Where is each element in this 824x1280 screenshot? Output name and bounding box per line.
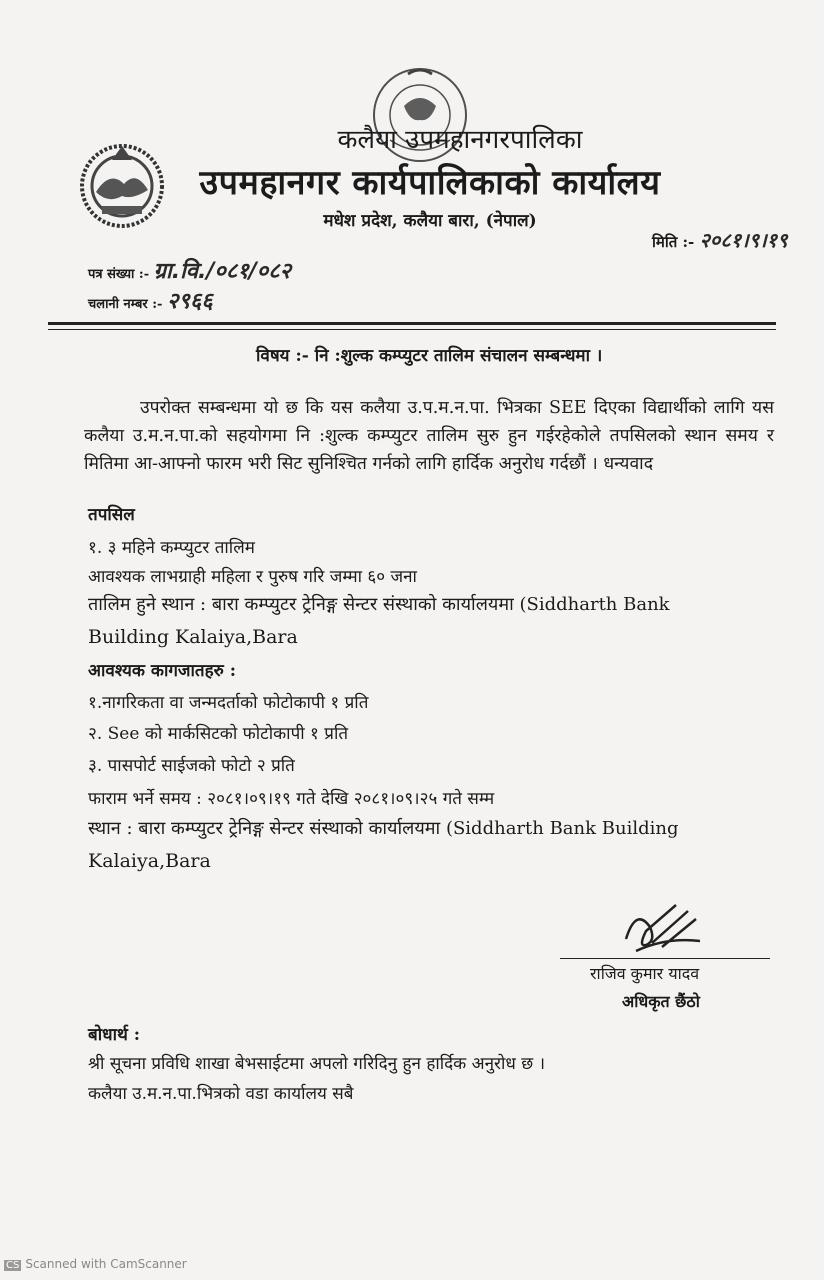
header-rule-thin — [48, 329, 776, 330]
ref-value: ग्रा.वि./०८१/०८२ — [153, 259, 292, 284]
signatory-name: राजिव कुमार यादव — [590, 964, 700, 983]
nepal-emblem-icon — [72, 140, 172, 230]
office-name: उपमहानगर कार्यपालिकाको कार्यालय — [199, 163, 661, 203]
cc-line-2: कलैया उ.म.न.पा.भित्रको वडा कार्यालय सबै — [88, 1084, 354, 1104]
document-line-2: २. See को मार्कसिटको फोटोकापी १ प्रति — [88, 724, 349, 744]
signature-icon — [616, 897, 706, 957]
document-line-1: १.नागरिकता वा जन्मदर्ताको फोटोकापी १ प्रति — [88, 693, 369, 713]
details-heading: तपसिल — [88, 505, 135, 525]
dispatch-label: चलानी नम्बर :- — [88, 297, 163, 312]
documents-heading: आवश्यक कागजातहरु : — [88, 661, 237, 681]
date-value: २०८१।९।१९ — [699, 228, 788, 252]
body-text: उपरोक्त सम्बन्धमा यो छ कि यस कलैया उ.प.म.न.पा. भित्रका SEE दिएका विद्यार्थीको लागि यस कलैया उ.म.न.पा.को सहयोगमा नि :शुल्क कम्प्युटर तालिम सुरु हुन गईरहेकोले तपसिलको स्थान समय र मितिमा आ-आफ्नो फारम भरी सिट सुनिश्चित गर्नको लागि हार्दिक अनुरोध गर्दछौं । धन्यवाद — [84, 398, 774, 474]
cc-heading: बोधार्थ : — [88, 1025, 141, 1045]
office-address: मधेश प्रदेश, कलैया बारा, (नेपाल) — [323, 211, 537, 231]
letter-subject: विषय :- नि :शुल्क कम्प्युटर तालिम संचालन सम्बन्धमा । — [256, 346, 603, 366]
signatory-title: अधिकृत छैंठो — [622, 992, 700, 1011]
ref-label: पत्र संख्या :- — [88, 267, 150, 282]
detail-line-2: आवश्यक लाभग्राही महिला र पुरुष गरि जम्मा ६० जना — [88, 567, 417, 587]
cc-line-1: श्री सूचना प्रविधि शाखा बेभसाईटमा अपलो गरिदिनु हुन हार्दिक अनुरोध छ । — [88, 1054, 546, 1074]
dispatch-number — [88, 285, 213, 315]
detail-line-3: तालिम हुने स्थान : बारा कम्प्युटर ट्रेनिङ्ग सेन्टर संस्थाको कार्यालयमा (Siddharth Bank — [88, 594, 670, 615]
dispatch-value: २९६६ — [166, 289, 213, 314]
scanner-badge: CS — [6, 1260, 20, 1271]
venue-line-1: स्थान : बारा कम्प्युटर ट्रेनिङ्ग सेन्टर संस्थाको कार्यालयमा (Siddharth Bank Building — [88, 818, 679, 839]
venue-line-2: Kalaiya,Bara — [88, 850, 211, 872]
scanner-watermark — [4, 1257, 187, 1271]
document-line-3: ३. पासपोर्ट साईजको फोटो २ प्रति — [88, 756, 295, 776]
detail-line-1: १. ३ महिने कम्प्युटर तालिम — [88, 538, 255, 558]
form-period: फाराम भर्ने समय : २०८१।०९।१९ गते देखि २०८१।०९।२५ गते सम्म — [88, 789, 495, 809]
detail-line-4: Building Kalaiya,Bara — [88, 626, 298, 648]
header-rule — [48, 322, 776, 325]
scanner-text: Scanned with CamScanner — [25, 1257, 187, 1271]
signature-rule — [560, 958, 770, 959]
date-label: मिति :- — [652, 233, 695, 251]
municipality-name: कलैया उपमहानगरपालिका — [337, 125, 583, 155]
letter-date — [652, 226, 787, 253]
body-paragraph — [84, 394, 774, 478]
reference-number — [88, 255, 291, 285]
